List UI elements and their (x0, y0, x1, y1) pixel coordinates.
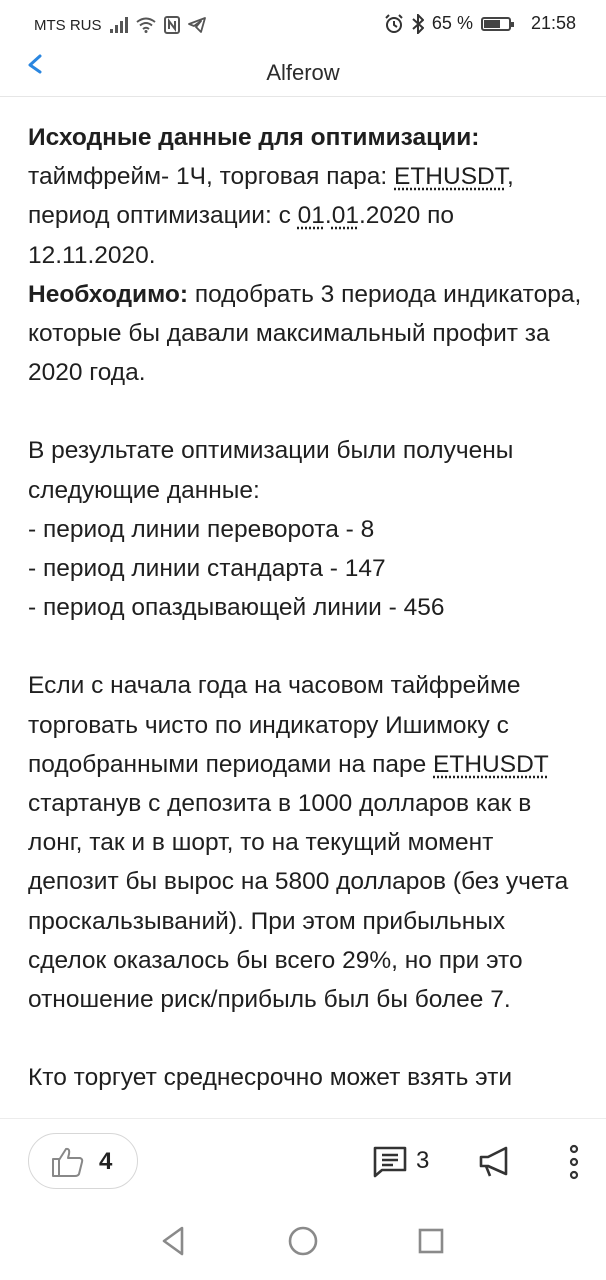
paragraph-medium-term (28, 1058, 588, 1097)
text-period: период оптимизации: с (28, 202, 298, 230)
post-action-bar (0, 1118, 606, 1201)
paragraph-results (28, 431, 588, 627)
text-year: .2020 по (359, 202, 455, 230)
battery-icon (481, 17, 511, 31)
header-divider (0, 96, 606, 97)
like-count: 4 (99, 1148, 113, 1175)
text-trading-a: Если с начала года на часовом тайфрейме торговать чисто по индикатору Ишимоку с подобранными периодами на паре (28, 672, 521, 778)
text-results: В результате оптимизации были получены следующие данные: (28, 437, 514, 504)
text-comma: , (506, 163, 514, 191)
nav-recents-icon[interactable] (414, 1224, 448, 1258)
status-left (34, 16, 206, 34)
alarm-icon (384, 14, 404, 34)
text-end-date: 12.11.2020. (28, 241, 156, 269)
carrier-label: MTS RUS (34, 16, 102, 34)
date-part: 01 (331, 202, 359, 230)
battery-percent: 65 % (431, 13, 473, 33)
paragraph-trading (28, 666, 588, 1019)
megaphone-icon[interactable] (478, 1145, 514, 1179)
nfc-icon (164, 16, 180, 34)
system-nav-bar (0, 1200, 606, 1280)
comments-button[interactable] (372, 1145, 442, 1181)
telegram-icon (188, 17, 206, 33)
heading-source-data: Исходные данные для оптимизации: (28, 124, 480, 151)
text-timeframe: таймфрейм- 1Ч, торговая пара: (28, 163, 394, 191)
list-item: - период опаздывающей линии - 456 (28, 594, 445, 622)
text-trading-b: стартанув с депозита в 1000 долларов как в лонг, так и в шорт, то на текущий момент депозит бы вырос на 5800 долларов (без учета проскальзываний). При этом прибыльных сделок оказалось бы всего 29%, но при это отношение риск/прибыль был бы более 7. (28, 790, 569, 1014)
wifi-icon (136, 17, 156, 33)
status-bar (0, 0, 606, 50)
thumbs-up-icon (51, 1146, 85, 1178)
article-body (28, 118, 588, 1097)
nav-back-icon[interactable] (156, 1224, 190, 1258)
status-right (384, 13, 576, 34)
more-vertical-icon[interactable] (562, 1143, 586, 1181)
ticker-link[interactable]: ETHUSDT (433, 750, 549, 778)
text-medium-term: Кто торгует среднесрочно может взять эти (28, 1064, 513, 1092)
bluetooth-icon (412, 14, 424, 34)
comment-icon (372, 1145, 408, 1179)
like-button[interactable] (28, 1133, 138, 1189)
text-dot: . (324, 202, 332, 230)
signal-icon (110, 17, 128, 33)
nav-home-icon[interactable] (286, 1224, 320, 1258)
clock: 21:58 (530, 13, 576, 33)
date-part: 01 (297, 202, 325, 230)
paragraph-source-data (28, 118, 588, 392)
ticker-link[interactable]: ETHUSDT (394, 163, 507, 191)
text-required: подобрать 3 периода индикатора, которые бы давали максимальный профит за 2020 года. (28, 280, 582, 387)
comment-count: 3 (416, 1147, 430, 1174)
list-item: - период линии стандарта - 147 (28, 555, 386, 583)
page-title: Alferow (266, 60, 340, 85)
top-bar (0, 48, 606, 98)
list-item: - период линии переворота - 8 (28, 515, 375, 543)
heading-required: Необходимо: (28, 280, 189, 308)
